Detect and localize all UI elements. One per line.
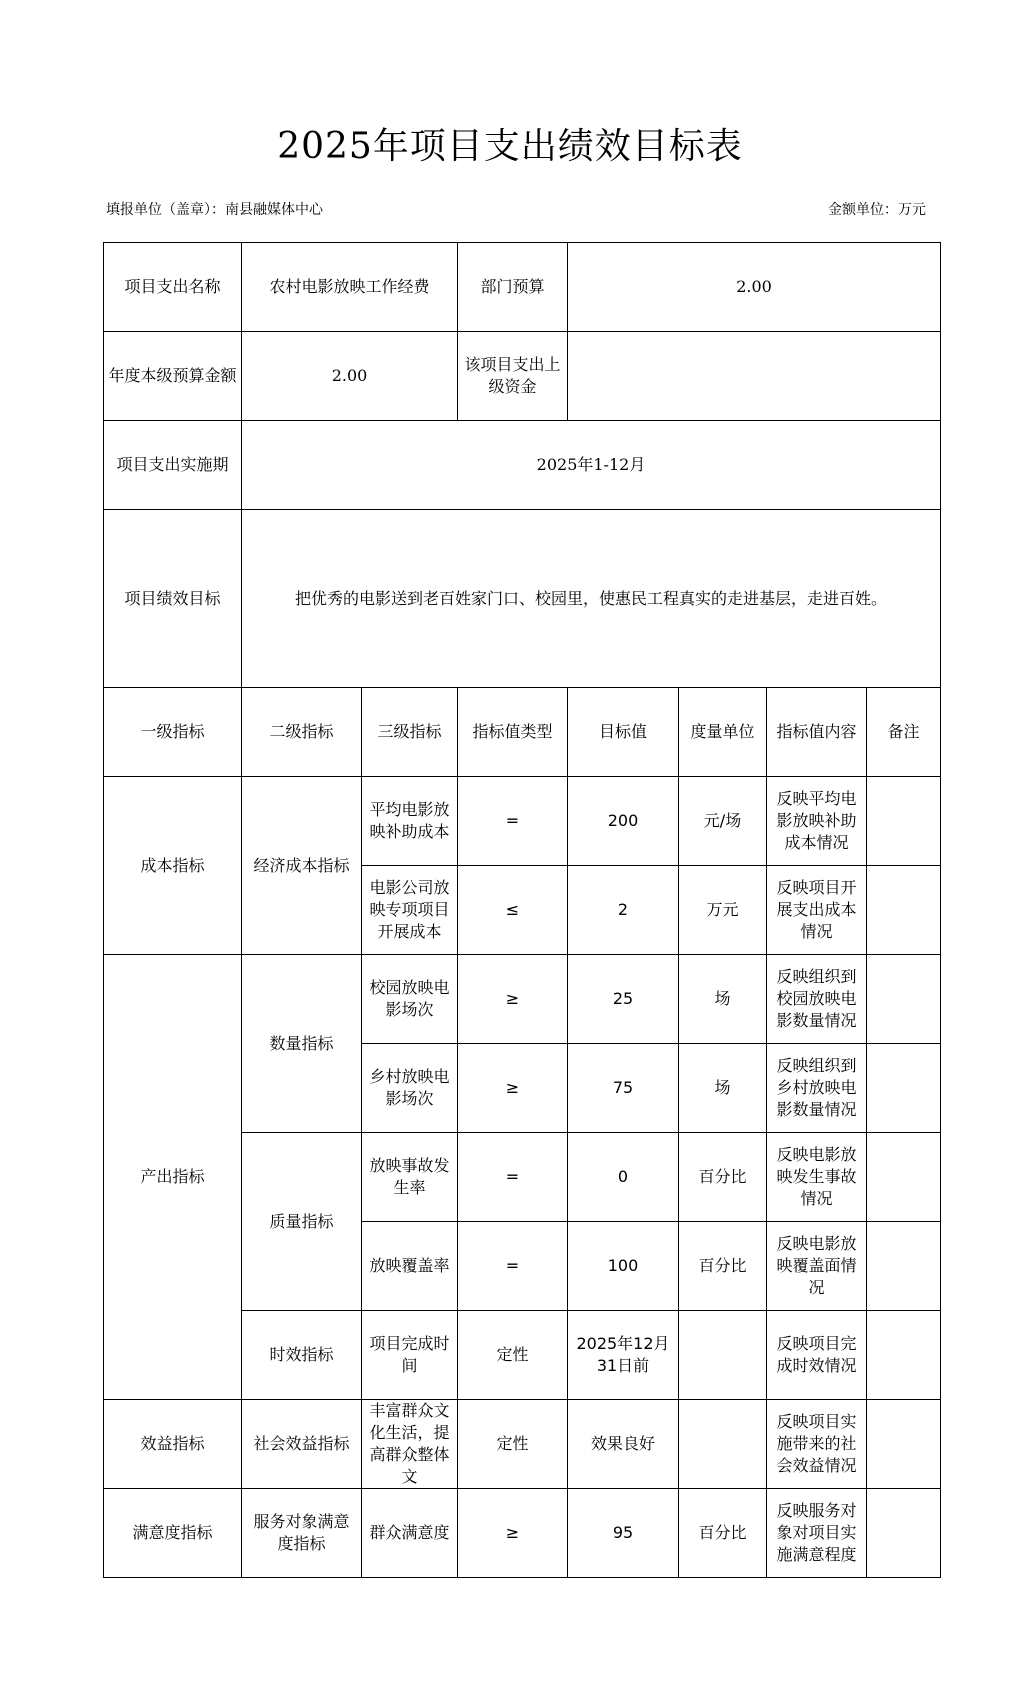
indicator-name: 项目完成时间: [362, 1311, 458, 1400]
indicator-name: 电影公司放映专项项目开展成本: [362, 866, 458, 955]
indicator-content: 反映项目实施带来的社会效益情况: [767, 1400, 867, 1489]
indicator-type: ≥: [458, 1044, 568, 1133]
indicator-unit: 百分比: [679, 1222, 767, 1311]
indicator-target: 95: [568, 1489, 679, 1578]
indicator-type: 定性: [458, 1400, 568, 1489]
indicator-name: 群众满意度: [362, 1489, 458, 1578]
indicator-target: 2025年12月31日前: [568, 1311, 679, 1400]
indicator-content: 反映组织到校园放映电影数量情况: [767, 955, 867, 1044]
indicator-note: [867, 955, 941, 1044]
indicator-content: 反映服务对象对项目实施满意程度: [767, 1489, 867, 1578]
indicator-type: ≥: [458, 955, 568, 1044]
indicator-name: 丰富群众文化生活，提高群众整体文: [362, 1400, 458, 1489]
indicator-name: 放映事故发生率: [362, 1133, 458, 1222]
group-benefit: 效益指标: [104, 1400, 242, 1489]
indicator-name: 校园放映电影场次: [362, 955, 458, 1044]
indicator-target: 75: [568, 1044, 679, 1133]
indicator-target: 200: [568, 777, 679, 866]
indicator-content: 反映组织到乡村放映电影数量情况: [767, 1044, 867, 1133]
indicator-unit: [679, 1311, 767, 1400]
header-level3: 三级指标: [362, 688, 458, 777]
header-content: 指标值内容: [767, 688, 867, 777]
indicator-unit: 万元: [679, 866, 767, 955]
indicator-note: [867, 1400, 941, 1489]
annual-budget-label: 年度本级预算金额: [104, 332, 242, 421]
indicator-unit: 场: [679, 955, 767, 1044]
indicator-unit: 场: [679, 1044, 767, 1133]
page-title: 2025年项目支出绩效目标表: [277, 126, 743, 167]
indicator-note: [867, 1222, 941, 1311]
annual-budget: 2.00: [242, 332, 458, 421]
goal-text: 把优秀的电影送到老百姓家门口、校园里，使惠民工程真实的走进基层，走进百姓。: [242, 510, 941, 688]
table-row: [104, 421, 941, 510]
goal-label: 项目绩效目标: [104, 510, 242, 688]
indicator-note: [867, 1044, 941, 1133]
header-level2: 二级指标: [242, 688, 362, 777]
indicator-name: 乡村放映电影场次: [362, 1044, 458, 1133]
table-row: [104, 243, 941, 332]
project-name: 农村电影放映工作经费: [242, 243, 458, 332]
project-name-label: 项目支出名称: [104, 243, 242, 332]
subgroup-quantity: 数量指标: [242, 955, 362, 1133]
indicator-content: 反映平均电影放映补助成本情况: [767, 777, 867, 866]
dept-budget: 2.00: [568, 243, 941, 332]
indicator-content: 反映电影放映发生事故情况: [767, 1133, 867, 1222]
group-output: 产出指标: [104, 955, 242, 1400]
indicator-type: ≤: [458, 866, 568, 955]
indicator-content: 反映电影放映覆盖面情况: [767, 1222, 867, 1311]
fill-unit: 填报单位（盖章）：南县融媒体中心: [106, 202, 323, 218]
dept-budget-label: 部门预算: [458, 243, 568, 332]
table-row: [104, 1400, 941, 1489]
superior-funds: [568, 332, 941, 421]
indicator-type: 定性: [458, 1311, 568, 1400]
header-note: 备注: [867, 688, 941, 777]
amount-unit: 金额单位：万元: [828, 202, 926, 218]
table-row: [104, 332, 941, 421]
table-row: [104, 955, 941, 1044]
indicator-type: =: [458, 1133, 568, 1222]
subgroup-timeliness: 时效指标: [242, 1311, 362, 1400]
indicator-unit: 元/场: [679, 777, 767, 866]
header-level1: 一级指标: [104, 688, 242, 777]
indicator-name: 平均电影放映补助成本: [362, 777, 458, 866]
table-row: [104, 510, 941, 688]
group-satisfaction: 满意度指标: [104, 1489, 242, 1578]
header-row: [104, 688, 941, 777]
subgroup-service: 服务对象满意度指标: [242, 1489, 362, 1578]
indicator-target: 100: [568, 1222, 679, 1311]
indicator-unit: [679, 1400, 767, 1489]
period: 2025年1-12月: [242, 421, 941, 510]
superior-funds-label: 该项目支出上级资金: [458, 332, 568, 421]
indicator-unit: 百分比: [679, 1133, 767, 1222]
indicator-note: [867, 1311, 941, 1400]
performance-table: [103, 242, 941, 1578]
indicator-name: 放映覆盖率: [362, 1222, 458, 1311]
indicator-target: 效果良好: [568, 1400, 679, 1489]
period-label: 项目支出实施期: [104, 421, 242, 510]
subgroup-social: 社会效益指标: [242, 1400, 362, 1489]
table-row: [104, 777, 941, 866]
indicator-content: 反映项目开展支出成本情况: [767, 866, 867, 955]
indicator-type: ≥: [458, 1489, 568, 1578]
indicator-target: 2: [568, 866, 679, 955]
table-row: [104, 1489, 941, 1578]
header-target: 目标值: [568, 688, 679, 777]
subgroup-quality: 质量指标: [242, 1133, 362, 1311]
indicator-note: [867, 777, 941, 866]
indicator-type: =: [458, 1222, 568, 1311]
subgroup-econ-cost: 经济成本指标: [242, 777, 362, 955]
indicator-target: 25: [568, 955, 679, 1044]
header-value-type: 指标值类型: [458, 688, 568, 777]
indicator-note: [867, 1133, 941, 1222]
indicator-note: [867, 866, 941, 955]
indicator-content: 反映项目完成时效情况: [767, 1311, 867, 1400]
group-cost: 成本指标: [104, 777, 242, 955]
indicator-note: [867, 1489, 941, 1578]
indicator-target: 0: [568, 1133, 679, 1222]
indicator-type: =: [458, 777, 568, 866]
header-unit: 度量单位: [679, 688, 767, 777]
indicator-unit: 百分比: [679, 1489, 767, 1578]
